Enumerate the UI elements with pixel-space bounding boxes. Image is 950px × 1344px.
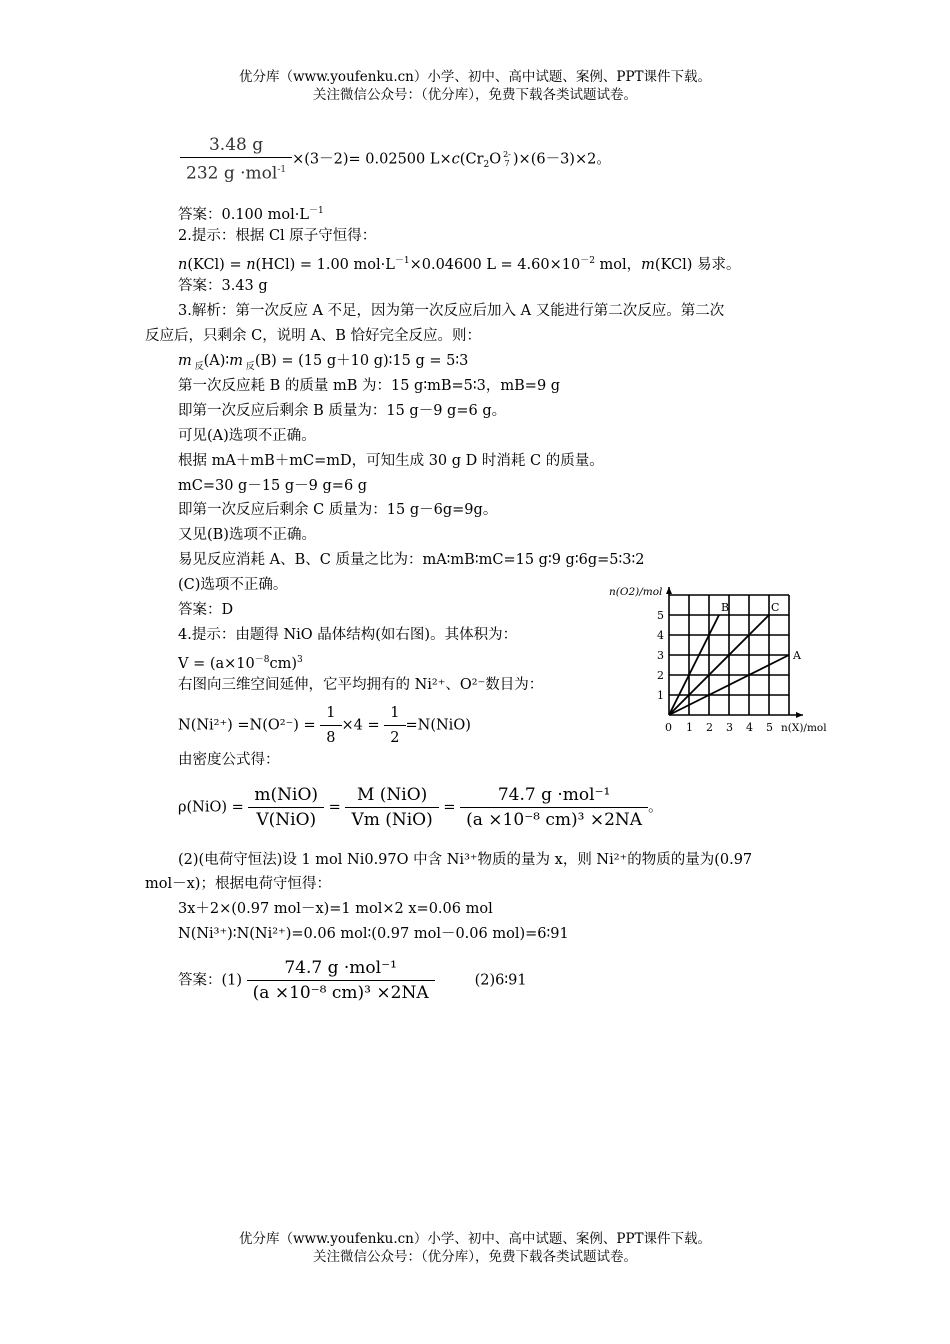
analysis-3-line-2: 反应后，只剩余 C，说明 A、B 恰好完全反应。则： (145, 328, 482, 344)
x-axis-arrow (796, 712, 803, 718)
kcl-equation: n(KCl) = n(HCl) = 1.00 $mol\cdot L^{-1}\times 0.04600$ $L = 4.60\times 10^{-2}$ mol，m(KCl) 易求。 (178, 256, 741, 273)
analysis-3-line-9: 即第一次反应后剩余 C 质量为：15 g－6g=9g。 (178, 502, 498, 518)
header-line-1: 优分库（www.youfenku.cn）小学、初中、高中试题、案例、PPT课件下载。 (238, 69, 712, 85)
answer-3: 答案：D (178, 602, 234, 618)
q2-line-4: N(Ni³⁺)∶N(Ni²⁺)=0.06 mol∶(0.97 mol－0.06 mol)=6∶91 (178, 926, 569, 942)
x-tick-label: 3 (726, 721, 733, 734)
analysis-3-line-12: (C)选项不正确。 (178, 577, 288, 593)
q2-line-3: 3x＋2×(0.97 mol－x)=1 mol×2 x=0.06 mol (178, 901, 493, 917)
eq1-denominator: 232 g ·mol$^{-1}$ (180, 157, 292, 184)
hint-4: 4.提示：由题得 NiO 晶体结构(如右图)。其体积为： (178, 627, 518, 643)
footer-line-2: 关注微信公众号：（优分库），免费下载各类试题试卷。 (313, 1249, 637, 1265)
answer-4: 答案：(1) $\frac{\text{74.7 g ·mol⁻¹}}{\text{(a ×10⁻⁸ cm)³ ×2NA}}$ (2)6∶91 (178, 958, 527, 1003)
answer-1: 答案：0.100 $mol\cdot L^{-1}$ (178, 206, 324, 223)
series-label-c: C (771, 601, 780, 614)
x-tick-label: 1 (686, 721, 693, 734)
series-label-a: A (793, 649, 801, 662)
analysis-3-line-4: 第一次反应耗 B 的质量 mB 为：15 g∶mB=5∶3，mB=9 g (178, 378, 561, 394)
y-axis-arrow (666, 587, 672, 594)
y-tick-label: 1 (657, 689, 664, 702)
analysis-3-line-8: mC=30 g－15 g－9 g=6 g (178, 478, 368, 494)
analysis-3-line-7: 根据 mA＋mB＋mC=mD，可知生成 30 g D 时消耗 C 的质量。 (178, 453, 604, 469)
extend-line: 右图向三维空间延伸，它平均拥有的 Ni²⁺、O²⁻数目为： (178, 677, 544, 693)
y-tick-label: 4 (657, 629, 664, 642)
series-line-c (669, 615, 769, 715)
x-axis-label: n(X)/mol (781, 722, 827, 734)
density-equation: ρ(NiO) = $\frac{\text{m(NiO)}}{\text{V(NiO)}}$ = $\frac{\text{M (NiO)}}{\text{Vm (NiO)}}$ = $\frac{\text{74.7 g ·mol⁻¹}}{\text{(a ×10⁻⁸ cm)³ ×2NA}}$ 。 (178, 785, 663, 830)
x-tick-label: 0 (665, 721, 672, 734)
y-tick-label: 2 (657, 669, 664, 682)
density-intro: 由密度公式得： (178, 752, 280, 768)
eq1-numerator: 3.48 g (208, 135, 264, 155)
q2-line-1: (2)(电荷守恒法)设 1 mol Ni0.97O 中含 Ni³⁺物质的量为 x，则 Ni²⁺的物质的量为(0.97 (178, 852, 753, 868)
footer-line-1: 优分库（www.youfenku.cn）小学、初中、高中试题、案例、PPT课件下载。 (238, 1231, 712, 1247)
q2-line-2: mol－x)；根据电荷守恒得： (145, 876, 331, 892)
series-label-b: B (721, 601, 730, 614)
analysis-3-line-6: 可见(A)选项不正确。 (178, 428, 316, 444)
x-tick-label: 5 (766, 721, 773, 734)
x-tick-label: 2 (706, 721, 713, 734)
header-line-2: 关注微信公众号：（优分库），免费下载各类试题试卷。 (313, 87, 637, 103)
hint-2: 2.提示：根据 Cl 原子守恒得： (178, 228, 377, 244)
reaction-chart (605, 585, 835, 735)
y-axis-label: n(O2)/mol (609, 586, 663, 598)
series-line-b (669, 615, 719, 715)
mass-ratio-line: m $_反$(A)∶m $_反$(B) = (15 g＋10 g)∶15 g = 5∶3 (178, 353, 469, 372)
analysis-3-line-10: 又见(B)选项不正确。 (178, 527, 316, 543)
analysis-3-line-1: 3.解析：第一次反应 A 不足，因为第一次反应后加入 A 又能进行第二次反应。第二次 (178, 303, 725, 319)
x-tick-label: 4 (746, 721, 753, 734)
y-tick-label: 3 (657, 649, 664, 662)
count-line: N(Ni²⁺) =N(O²⁻) = $\frac{1}{8}$ ×4 = $\frac{1}{2}$ =N(NiO) (178, 705, 471, 746)
equation-1: $\frac{3.48 g}{232 g \cdot mol^{-1}}$ ×(3－2)= 0.02500 $L\times c(Cr_2O$ 2- 7 )×(6－3)×2。 (180, 135, 611, 184)
analysis-3-line-5: 即第一次反应后剩余 B 质量为：15 g－9 g=6 g。 (178, 403, 507, 419)
volume-line: $V = (a\times 10^{-8}cm)^3$ (178, 655, 303, 672)
y-tick-label: 5 (657, 609, 664, 622)
answer-2: 答案：3.43 g (178, 278, 268, 294)
analysis-3-line-11: 易见反应消耗 A、B、C 质量之比为：mA∶mB∶mC=15 g∶9 g∶6g=5∶3∶2 (178, 552, 645, 568)
